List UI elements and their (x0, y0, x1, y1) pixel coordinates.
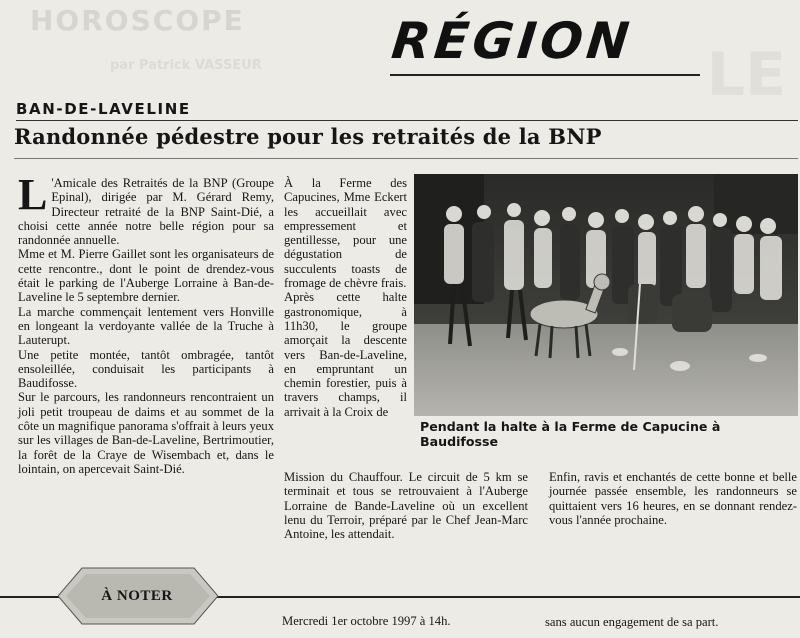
article-column-3 (284, 470, 528, 541)
paragraph-4: Une petite montée, tantôt ombragée, tantôt ensoleillée, conduisait les participants à Baudifosse. (18, 347, 274, 391)
bleed-through-text: HOROSCOPE (30, 4, 245, 37)
group-photo (414, 174, 798, 416)
paragraph-1 (18, 170, 274, 248)
section-title: RÉGION (388, 12, 636, 70)
drop-cap: L (18, 170, 48, 219)
bleed-through-letters: LE (706, 40, 786, 110)
footer-date-text: Mercredi 1er octobre 1997 à 14h. (282, 614, 451, 628)
headline-rule (14, 158, 798, 159)
section-title-underline (390, 74, 700, 76)
article-column-4 (549, 470, 797, 527)
paragraph-5: Sur le parcours, les randonneurs rencontraient un joli petit troupeau de daims et au sommet de la côte un magnifique panorama s'offrait à leurs yeux sur les villages de Ban-de-Laveline, Bertrimoutier, la forêt de la Craye de Wisembach et, dans le lointain, on apercevait Saint-Dié. (18, 390, 274, 476)
paragraph-7: Après cette halte gastronomique, à 11h30, le groupe amorçait la descente vers Ban-de-Laveline, en empruntant un chemin forestier, puis à travers champs, il arrivait à la Croix de (284, 290, 407, 419)
paragraph-1-text: 'Amicale des Retraités de la BNP (Groupe Epinal), dirigée par M. Gérard Remy, Directeur retraité de la BNP Saint-Dié, a choisi cette année notre belle région pour sa randonnée annuelle. (18, 176, 274, 248)
a-noter-label: À NOTER (101, 588, 173, 604)
paragraph-6: À la Ferme des Capucines, Mme Eckert les accueillait avec empressement et gentillesse, pour une dégustation de succulents toasts de fromage de chèvre frais. (284, 176, 407, 291)
paragraph-2: Mme et M. Pierre Gaillet sont les organisateurs de cette rencontre., dont le point de drendez-vous était le parking de l'Auberge Lorraine à Ban-de-Laveline le 5 septembre dernier. (18, 247, 274, 305)
kicker-rule (16, 120, 798, 121)
group-photo-image (414, 174, 798, 416)
footer-note-text: sans aucun engagement de sa part. (545, 615, 719, 629)
article-column-1 (18, 170, 274, 476)
article-headline: Randonnée pédestre pour les retraités de la BNP (14, 124, 602, 149)
article-column-2 (284, 176, 407, 419)
paragraph-9: Enfin, ravis et enchantés de cette bonne et belle journée passée ensemble, les randonneurs se quittaient vers 16 heures, en se donnant rendez-vous l'année prochaine. (549, 470, 797, 527)
photo-caption: Pendant la halte à la Ferme de Capucine à Baudifosse (420, 419, 721, 449)
paragraph-8: Mission du Chauffour. Le circuit de 5 km se terminait et tous se retrouvaient à l'Auberge Lorraine de Bande-Laveline où un excellent lenu du Terroir, préparé par le Chef Jean-Marc Antoine, les attendait. (284, 470, 528, 542)
article-kicker: BAN-DE-LAVELINE (16, 100, 191, 118)
paragraph-3: La marche commençait lentement vers Honville en longeant la verdoyante vallée de la Truche à Lauterupt. (18, 304, 274, 348)
bleed-through-byline: par Patrick VASSEUR (110, 58, 262, 73)
